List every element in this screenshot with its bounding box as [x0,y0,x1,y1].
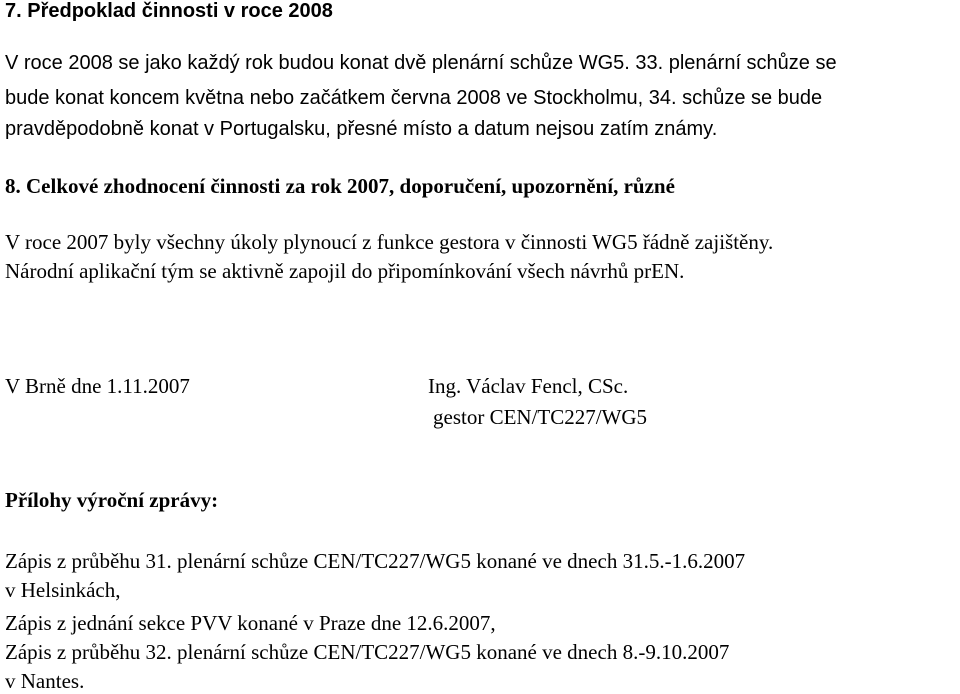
section-8-paragraph-line-2: Národní aplikační tým se aktivně zapojil do připomínkování všech návrhů prEN. [5,259,685,283]
section-8-heading: 8. Celkové zhodnocení činnosti za rok 2007, doporučení, upozornění, různé [5,174,675,198]
section-7-paragraph-line-2: bude konat koncem května nebo začátkem června 2008 ve Stockholmu, 34. schůze se bude [5,87,823,109]
signer-role: gestor CEN/TC227/WG5 [433,405,648,429]
section-7-heading: 7. Předpoklad činnosti v roce 2008 [5,0,333,22]
section-8-paragraph-line-1: V roce 2007 byly všechny úkoly plynoucí z funkce gestora v činnosti WG5 řádně zajištěny. [5,230,774,254]
attachment-line-3: Zápis z jednání sekce PVV konané v Praze dne 12.6.2007, [5,611,496,635]
section-7-paragraph-line-3: pravděpodobně konat v Portugalsku, přesné místo a datum nejsou zatím známy. [5,118,718,140]
attachment-line-2: v Helsinkách, [5,578,121,602]
section-7-paragraph-line-1: V roce 2008 se jako každý rok budou konat dvě plenární schůze WG5. 33. plenární schůze se [5,52,837,74]
place-and-date: V Brně dne 1.11.2007 [5,374,190,398]
signer-name: Ing. Václav Fencl, CSc. [428,374,629,398]
attachment-line-4: Zápis z průběhu 32. plenární schůze CEN/TC227/WG5 konané ve dnech 8.-9.10.2007 [5,640,730,664]
attachments-heading: Přílohy výroční zprávy: [5,488,219,512]
attachment-line-5: v Nantes. [5,669,85,693]
attachment-line-1: Zápis z průběhu 31. plenární schůze CEN/TC227/WG5 konané ve dnech 31.5.-1.6.2007 [5,549,746,573]
